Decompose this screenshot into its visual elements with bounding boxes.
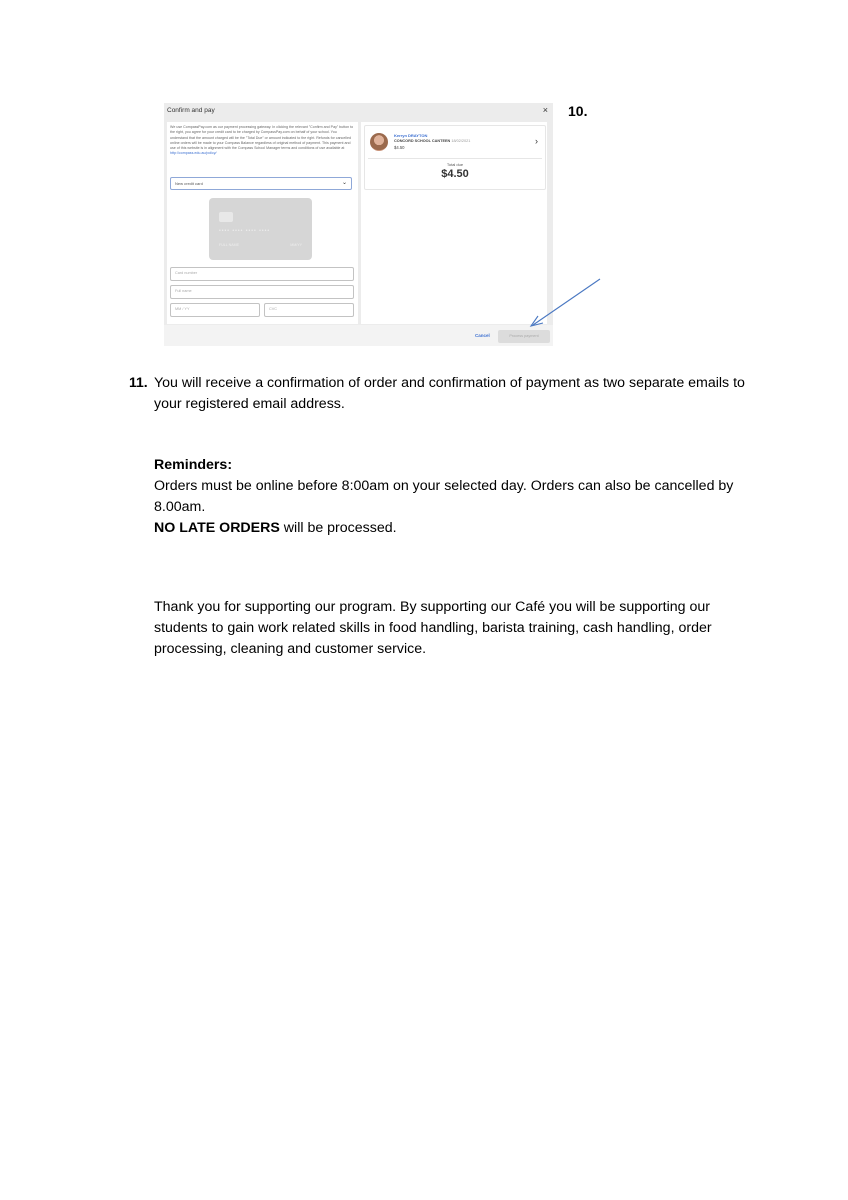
order-date: 18/02/2021	[451, 139, 471, 143]
expiry-field[interactable]	[170, 303, 260, 317]
step-11-text: You will receive a confirmation of order and confirmation of payment as two separate emails to your registered email address.	[154, 375, 745, 412]
thank-you-paragraph: Thank you for supporting our program. By supporting our Café you will be supporting our students to gain work related skills in food handling, barista training, cash handling, order processing, cleaning and customer service.	[154, 599, 712, 657]
payment-method-select[interactable]	[170, 177, 352, 190]
card-number-placeholder: Card number	[175, 271, 198, 275]
reminders-block	[154, 455, 754, 539]
step-11-number: 11.	[129, 374, 148, 390]
step-10-label: 10.	[568, 103, 588, 119]
close-icon[interactable]: ×	[542, 105, 548, 115]
card-name-mask: FULL NAME	[219, 243, 240, 247]
cvc-placeholder: CVC	[269, 307, 278, 311]
payment-panel	[167, 122, 358, 324]
avatar	[370, 133, 388, 151]
order-summary-panel	[361, 122, 547, 324]
card-exp-mask: MM/YY	[290, 243, 302, 247]
payment-disclaimer	[170, 125, 354, 157]
cvc-field[interactable]	[264, 303, 354, 317]
reminders-line: Orders must be online before 8:00am on your selected day. Orders can also be cancelled by 8.00am.	[154, 478, 734, 515]
expiry-placeholder: MM / YY	[175, 307, 190, 311]
cancel-button[interactable]: Cancel	[475, 333, 490, 338]
order-student-name: Kerryn DRAYTON	[394, 133, 428, 138]
dialog-title: Confirm and pay	[167, 107, 215, 114]
late-orders-rest: will be processed.	[279, 520, 397, 536]
late-orders-line	[154, 518, 754, 539]
process-payment-button[interactable]: Process payment	[498, 330, 550, 343]
card-chip-icon	[219, 212, 233, 222]
order-card[interactable]	[364, 125, 546, 190]
order-school	[394, 139, 470, 143]
total-due-value: $4.50	[441, 168, 469, 180]
chevron-right-icon[interactable]: ›	[535, 136, 538, 146]
reminders-heading: Reminders:	[154, 457, 233, 473]
full-name-placeholder: Full name	[175, 289, 192, 293]
payment-method-value: New credit card	[175, 181, 203, 186]
policy-link[interactable]: http://compass.edu.au/policy/	[170, 151, 217, 156]
total-due-label: Total due	[446, 162, 464, 167]
chevron-down-icon: ⌄	[341, 180, 347, 186]
dialog-footer	[164, 325, 553, 346]
full-name-field[interactable]	[170, 285, 354, 299]
card-number-field[interactable]	[170, 267, 354, 281]
disclaimer-text: We use CompassPay.com as our payment processing gateway. In clicking the relevant "Confirm and Pay" button to the right, you agree for your credit card to be charged by CompassPay.com on behalf of your school. You understand that the amount charged will be the "Total Due" or amount indicated to the right. Refunds for cancelled online orders will be made to your Compass Balance regardless of original method of payment. This payment and use of this website is in alignment with the Compass School Manager terms and conditions of use available at	[170, 125, 354, 151]
order-school-name: CONCORD SCHOOL CANTEEN	[394, 139, 451, 143]
confirm-pay-screenshot	[164, 103, 553, 346]
credit-card-preview	[209, 198, 312, 260]
card-number-mask: •••• •••• •••• ••••	[219, 228, 271, 234]
divider	[368, 158, 542, 159]
order-price: $4.50	[394, 145, 405, 150]
late-orders-bold: NO LATE ORDERS	[154, 520, 280, 536]
